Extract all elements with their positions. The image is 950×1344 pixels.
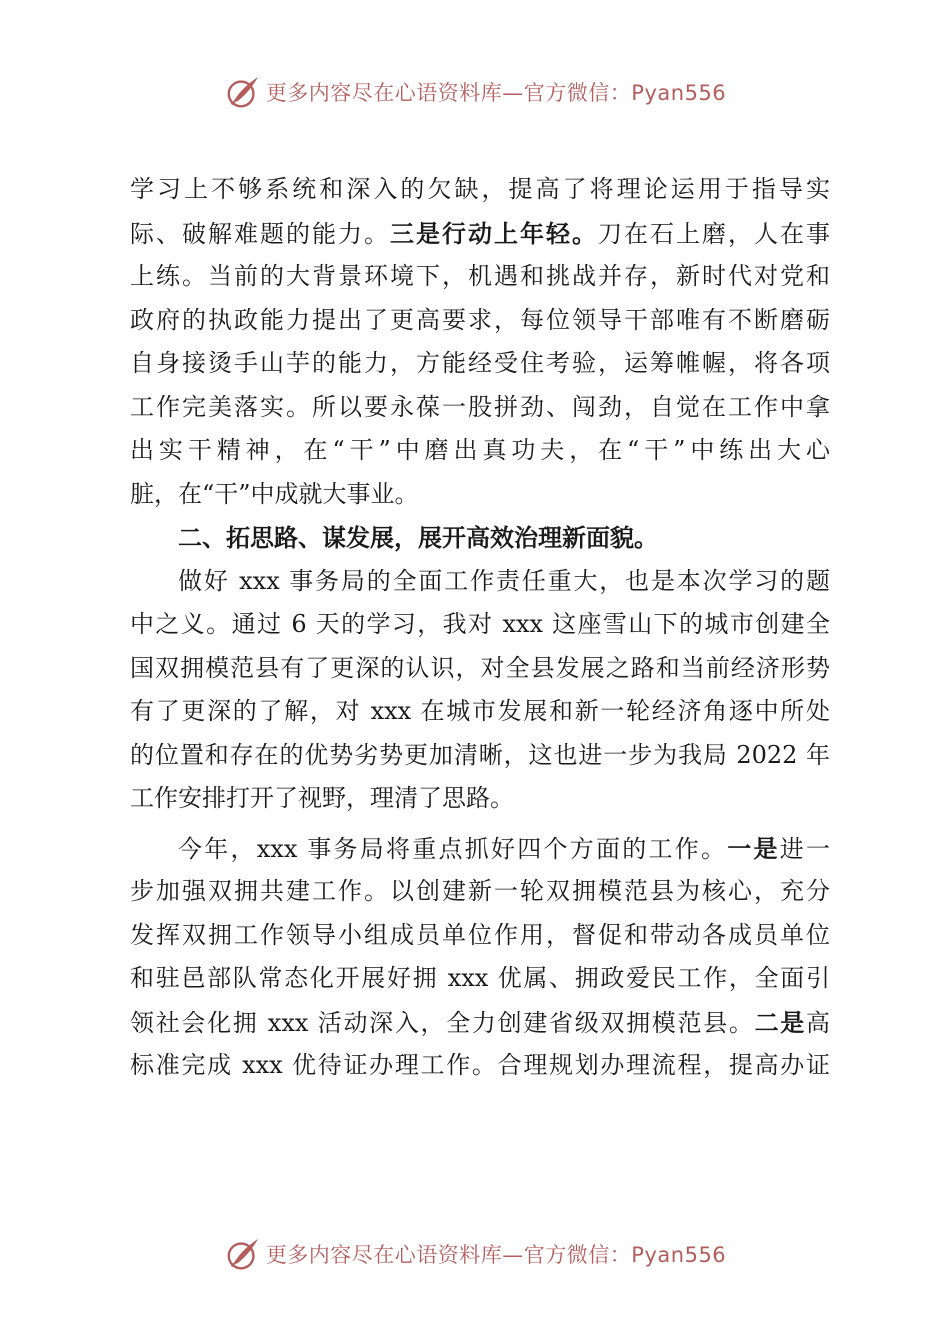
text-line: 标准完成 xxx 优待证办理工作。合理规划办理流程，提高办证 bbox=[130, 1051, 830, 1079]
text-line: 学习上不够系统和深入的欠缺，提高了将理论运用于指导实 bbox=[130, 175, 830, 203]
header-watermark-banner bbox=[0, 72, 950, 112]
text-line: 工作安排打开了视野，理清了思路。 bbox=[130, 784, 514, 812]
text-line: 的位置和存在的优势劣势更加清晰，这也进一步为我局 2022 年 bbox=[130, 740, 830, 769]
footer-watermark-text: 更多内容尽在心语资料库—官方微信：Pyan556 bbox=[265, 1243, 727, 1267]
emphasis-text: 三是行动上年轻。 bbox=[390, 218, 598, 248]
text-line: 际、破解难题的能力。三是行动上年轻。刀在石上磨，人在事 bbox=[130, 218, 830, 248]
text-line: 国双拥模范县有了更深的认识，对全县发展之路和当前经济形势 bbox=[130, 653, 830, 682]
quill-pen-icon bbox=[224, 73, 262, 111]
header-watermark-text: 更多内容尽在心语资料库—官方微信：Pyan556 bbox=[265, 81, 727, 105]
text-line: 政府的执政能力提出了更高要求，每位领导干部唯有不断磨砺 bbox=[130, 305, 830, 334]
section-heading: 二、拓思路、谋发展，展开高效治理新面貌。 bbox=[178, 523, 658, 552]
text-line: 今年，xxx 事务局将重点抓好四个方面的工作。一是进一 bbox=[178, 833, 831, 863]
emphasis-text: 二是 bbox=[754, 1007, 806, 1037]
quill-pen-icon bbox=[224, 1235, 262, 1273]
text-line: 做好 xxx 事务局的全面工作责任重大，也是本次学习的题 bbox=[178, 566, 830, 595]
text-line: 出实干精神，在“干”中磨出真功夫，在“干”中练出大心 bbox=[130, 436, 830, 464]
text-line: 步加强双拥共建工作。以创建新一轮双拥模范县为核心，充分 bbox=[130, 877, 830, 905]
text-line: 脏，在“干”中成就大事业。 bbox=[130, 479, 419, 508]
text-line: 和驻邑部队常态化开展好拥 xxx 优属、拥政爱民工作，全面引 bbox=[130, 964, 830, 992]
text-line: 有了更深的了解，对 xxx 在城市发展和新一轮经济角逐中所处 bbox=[130, 697, 830, 725]
text-line: 上练。当前的大背景环境下，机遇和挑战并存，新时代对党和 bbox=[130, 262, 830, 290]
text-line: 工作完美落实。所以要永葆一股拼劲、闯劲，自觉在工作中拿 bbox=[130, 392, 830, 421]
text-line: 领社会化拥 xxx 活动深入，全力创建省级双拥模范县。二是高 bbox=[130, 1007, 830, 1037]
text-line: 发挥双拥工作领导小组成员单位作用，督促和带动各成员单位 bbox=[130, 920, 830, 949]
footer-watermark-banner bbox=[0, 1234, 950, 1274]
document-body bbox=[130, 168, 830, 1088]
emphasis-text: 一是 bbox=[727, 833, 780, 863]
text-line: 自身接烫手山芋的能力，方能经受住考验，运筹帷幄，将各项 bbox=[130, 349, 830, 377]
text-line: 中之义。通过 6 天的学习，我对 xxx 这座雪山下的城市创建全 bbox=[130, 610, 830, 638]
